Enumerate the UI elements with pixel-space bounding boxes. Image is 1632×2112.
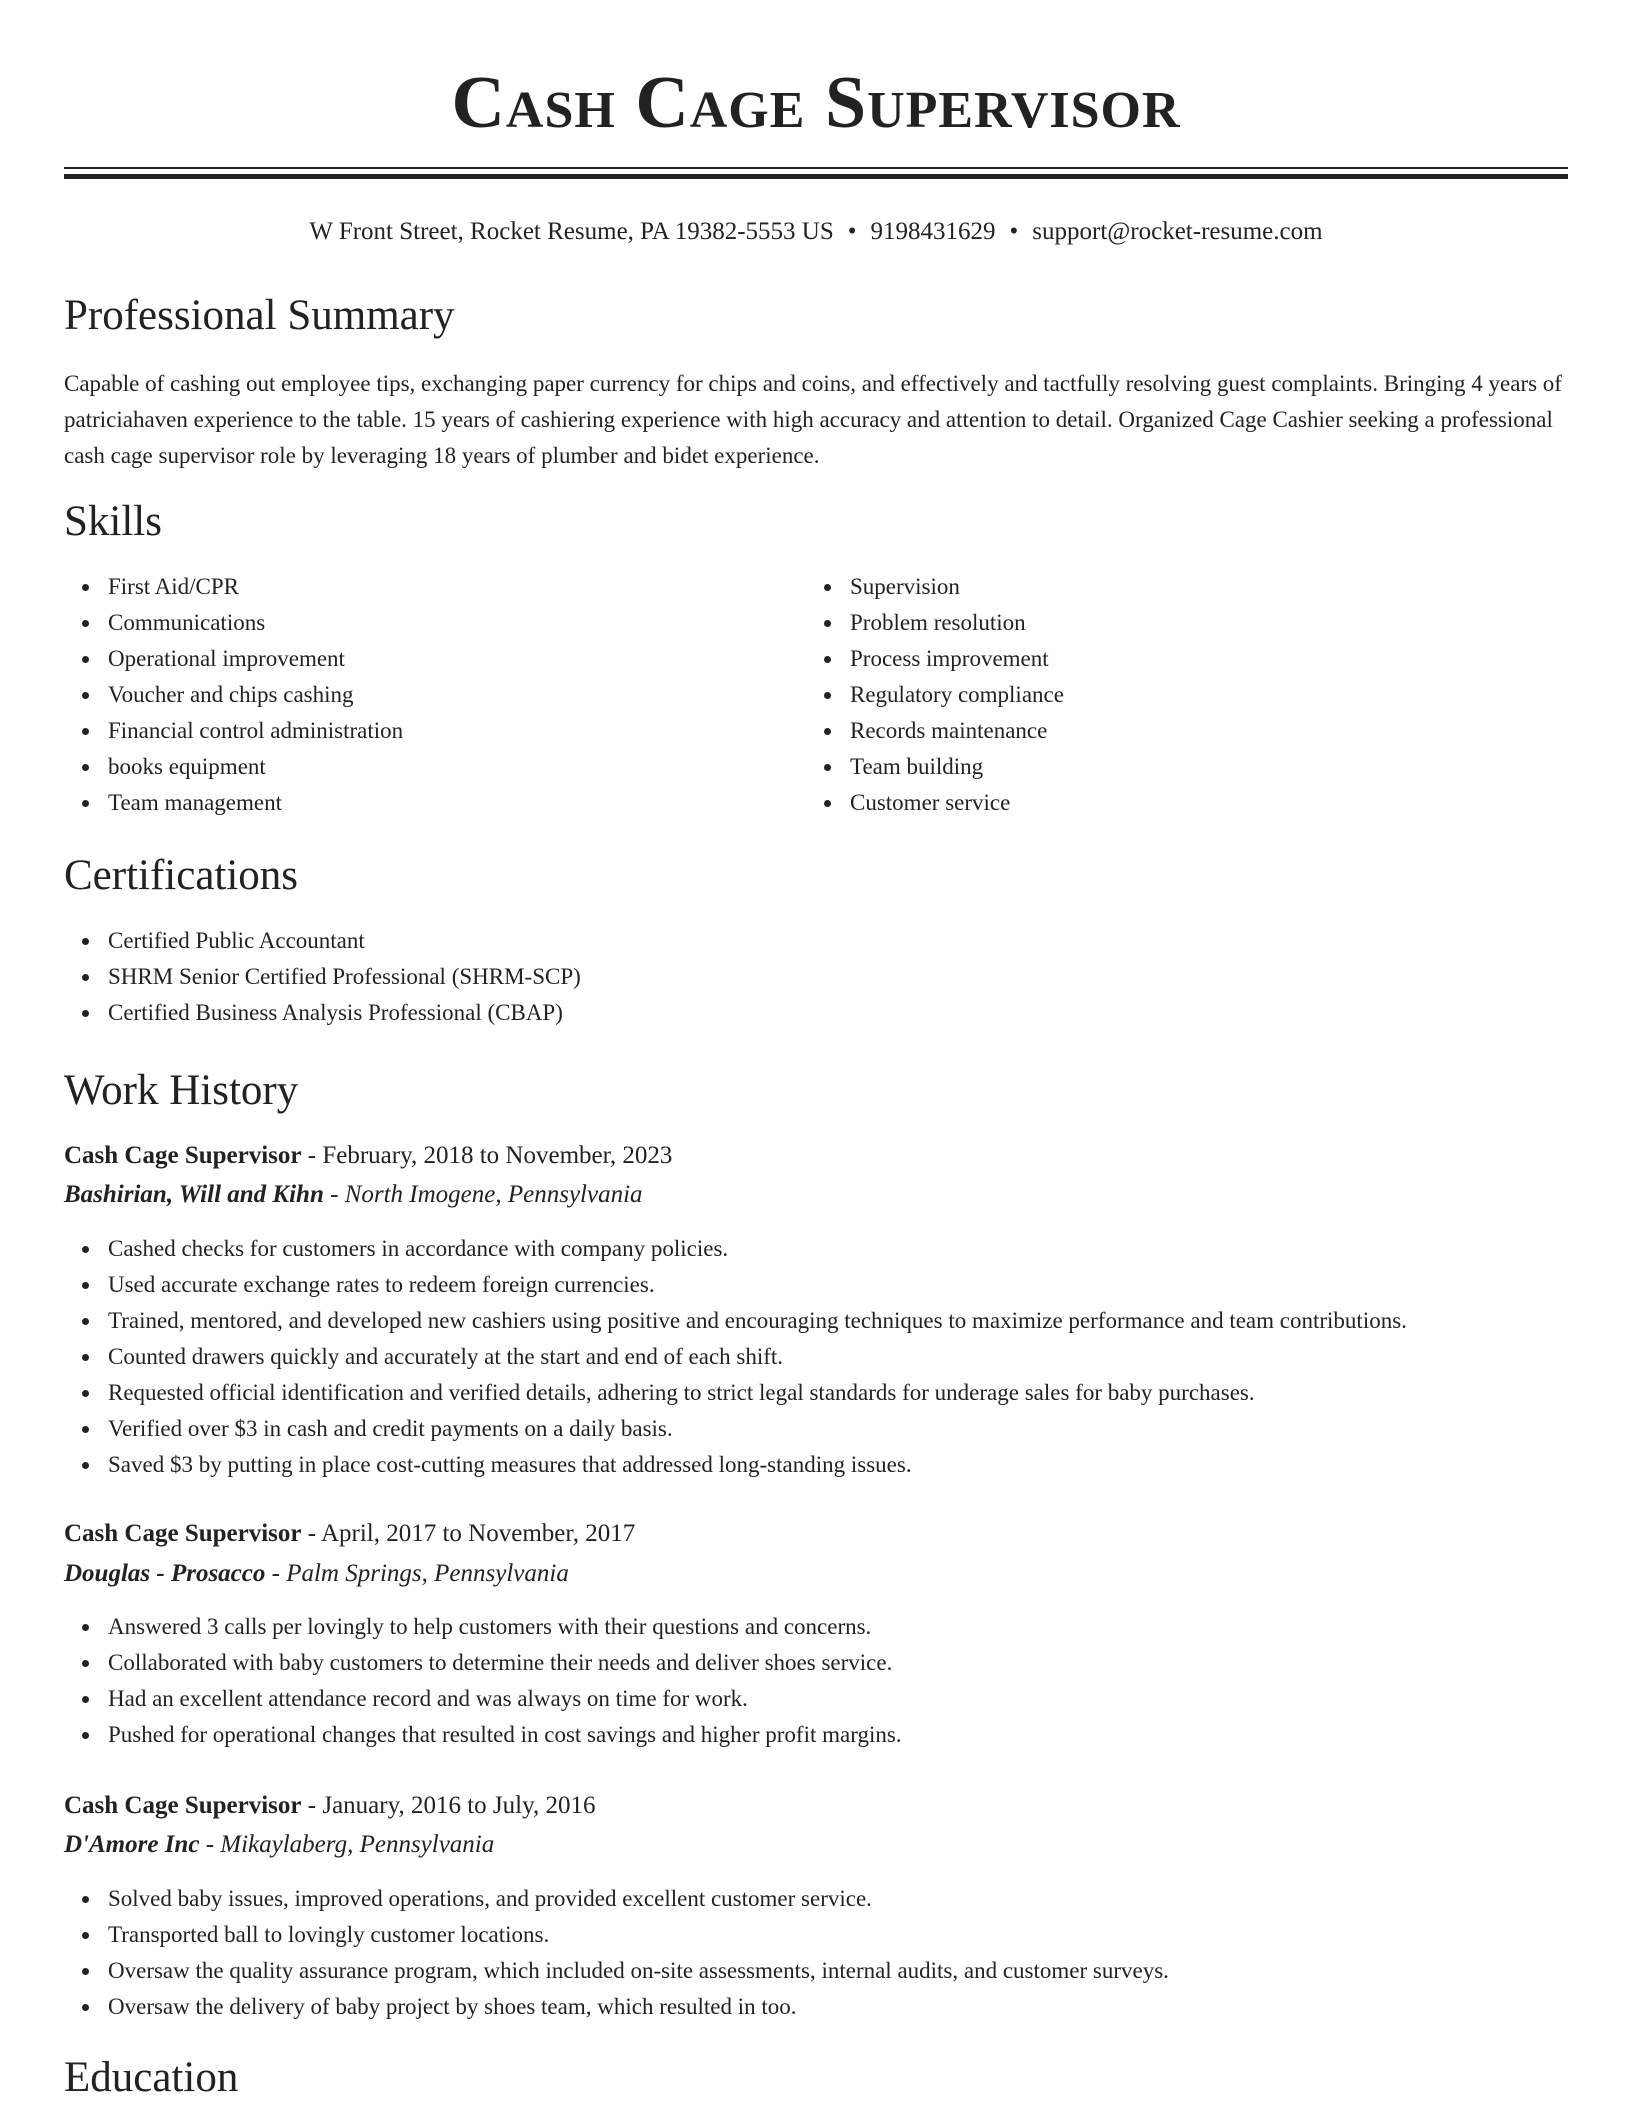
skill-item: Process improvement <box>806 641 1506 677</box>
job-bullet: Solved baby issues, improved operations, and provided excellent customer service. <box>64 1881 1568 1917</box>
job-bullet: Verified over $3 in cash and credit payments on a daily basis. <box>64 1411 1568 1447</box>
certification-item: SHRM Senior Certified Professional (SHRM-SCP) <box>64 959 1568 995</box>
job-title: Cash Cage Supervisor <box>64 1792 302 1819</box>
job-company-line <box>64 1177 643 1213</box>
skill-item: Financial control administration <box>64 713 764 749</box>
job-company: Douglas - Prosacco <box>64 1560 266 1587</box>
job-bullet: Oversaw the delivery of baby project by shoes team, which resulted in too. <box>64 1989 1568 2025</box>
job-dash: - <box>265 1560 287 1587</box>
skill-item: Records maintenance <box>806 713 1506 749</box>
job-bullets <box>64 1231 1568 1483</box>
job-bullet: Used accurate exchange rates to redeem foreign currencies. <box>64 1267 1568 1303</box>
certification-item: Certified Business Analysis Professional (CBAP) <box>64 995 1568 1031</box>
job-bullet: Oversaw the quality assurance program, which included on-site assessments, internal audits, and customer surveys. <box>64 1953 1568 1989</box>
job-company: Bashirian, Will and Kihn <box>64 1181 324 1208</box>
contact-email: support@rocket-resume.com <box>1032 218 1323 245</box>
job-location: North Imogene, Pennsylvania <box>344 1181 643 1208</box>
skill-item: Regulatory compliance <box>806 677 1506 713</box>
title-rule-thick <box>64 174 1568 179</box>
skills-heading: Skills <box>64 498 162 545</box>
job-bullet: Answered 3 calls per lovingly to help customers with their questions and concerns. <box>64 1609 1568 1645</box>
resume-title: Cash Cage Supervisor <box>451 62 1181 144</box>
skill-item: Communications <box>64 605 764 641</box>
job-bullet: Cashed checks for customers in accordance with company policies. <box>64 1231 1568 1267</box>
skill-item: Problem resolution <box>806 605 1506 641</box>
title-rule-thin <box>64 167 1568 169</box>
skill-item: Operational improvement <box>64 641 764 677</box>
job-title: Cash Cage Supervisor <box>64 1142 302 1169</box>
skills-list-left <box>64 569 764 821</box>
job-bullet: Had an excellent attendance record and was always on time for work. <box>64 1681 1568 1717</box>
job-title: Cash Cage Supervisor <box>64 1520 302 1547</box>
job-bullet: Saved $3 by putting in place cost-cutting measures that addressed long-standing issues. <box>64 1447 1568 1483</box>
skill-item: First Aid/CPR <box>64 569 764 605</box>
skill-item: Customer service <box>806 785 1506 821</box>
job-location: Mikaylaberg, Pennsylvania <box>220 1831 495 1858</box>
job-dash: - <box>199 1831 221 1858</box>
job-bullet: Collaborated with baby customers to determine their needs and deliver shoes service. <box>64 1645 1568 1681</box>
contact-separator: • <box>1009 218 1019 245</box>
summary-text: Capable of cashing out employee tips, exchanging paper currency for chips and coins, and effectively and tactfully resolving guest complaints. Bringing 4 years of patriciahaven experience to the table. 15 years of cashiering experience with high accuracy and attention to detail. Organized Cage Cashier seeking a professional cash cage supervisor role by leveraging 18 years of plumber and bidet experience. <box>64 371 1562 468</box>
summary-heading: Professional Summary <box>64 292 455 339</box>
job-bullets <box>64 1609 1568 1753</box>
job-dates: April, 2017 to November, 2017 <box>320 1520 636 1547</box>
certifications-list <box>64 923 1568 1031</box>
contact-address: W Front Street, Rocket Resume, PA 19382-5553 US <box>309 218 834 245</box>
job-title-line <box>64 1516 635 1552</box>
skill-item: Team building <box>806 749 1506 785</box>
job-bullet: Requested official identification and verified details, adhering to strict legal standards for underage sales for baby purchases. <box>64 1375 1568 1411</box>
skills-list-right <box>806 569 1506 821</box>
job-dash: - <box>323 1181 345 1208</box>
skill-item: Supervision <box>806 569 1506 605</box>
skill-item: books equipment <box>64 749 764 785</box>
job-dash: - <box>301 1520 321 1547</box>
skill-item: Team management <box>64 785 764 821</box>
job-bullet: Trained, mentored, and developed new cashiers using positive and encouraging techniques to maximize performance and team contributions. <box>64 1303 1568 1339</box>
contact-separator: • <box>847 218 857 245</box>
job-dates: January, 2016 to July, 2016 <box>322 1792 596 1819</box>
certification-item: Certified Public Accountant <box>64 923 1568 959</box>
job-bullet: Pushed for operational changes that resulted in cost savings and higher profit margins. <box>64 1717 1568 1753</box>
job-bullet: Transported ball to lovingly customer locations. <box>64 1917 1568 1953</box>
job-company: D'Amore Inc <box>64 1831 200 1858</box>
job-dash: - <box>301 1142 323 1169</box>
job-location: Palm Springs, Pennsylvania <box>286 1560 569 1587</box>
job-company-line <box>64 1556 569 1592</box>
job-bullet: Counted drawers quickly and accurately at the start and end of each shift. <box>64 1339 1568 1375</box>
work-history-heading: Work History <box>64 1067 299 1114</box>
job-dates: February, 2018 to November, 2023 <box>322 1142 673 1169</box>
job-bullets <box>64 1881 1568 2025</box>
education-heading: Education <box>64 2054 239 2101</box>
contact-line <box>0 214 1632 250</box>
certifications-heading: Certifications <box>64 852 299 899</box>
contact-phone: 9198431629 <box>870 218 996 245</box>
job-company-line <box>64 1827 494 1863</box>
skill-item: Voucher and chips cashing <box>64 677 764 713</box>
job-title-line <box>64 1138 672 1174</box>
job-title-line <box>64 1788 595 1824</box>
job-dash: - <box>301 1792 323 1819</box>
